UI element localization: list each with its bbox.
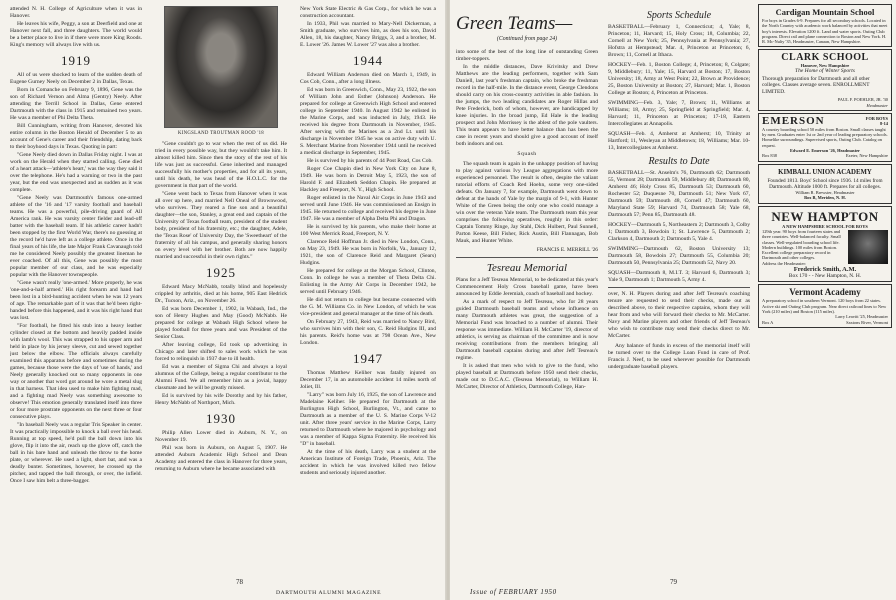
text-paragraph: Ed is survived by his wife Dorothy and by his father, Henry McNabb of Northport, Mich. — [155, 393, 287, 406]
text-paragraph: Edward Macy McNabb, totally blind and hopelessly crippled by arthritis, died at his home, 905 East Hedrick Dr., Tucson, Ariz., on November 26. — [155, 284, 287, 304]
ad-text: 129th year. 90 boys from fourteen states and three countries. Well-balanced faculty. Small classes. Well-regulated boarding school life. Modern buildings. 100 miles from Boston. Excellent college preparatory record in Dartmouth and other colleges. — [762, 228, 841, 261]
text-paragraph: "Gene went back to Texas from Hanover when it was all over up here, and married Nell Oneal of Brownwood, who survives. They reared a fine son and a beautiful daughter—the son, Stanley, a great end and captain of the University of Texas football team, president of the student body, president of his fraternity, etc.; the daughter, Adele, the 'Texas Rose' of University Day, the 'Sweetheart' of the fraternity of all his campus, and generally sharing honors on every level with her brother. Both are now happily married and successful in their own rights." — [155, 191, 287, 260]
ad-text: For boys in Grades 6-9. Prepares for all secondary schools. Located in the North Country with academic work balanced by activities that meet boy's interests. Elevation 1200 ft. Land and water sports. Outing Club program. Direct rail and plane connection to Boston and New York. H. R. Mc-Nulty '35, Headmaster, Canaan, New Hampshire. — [762, 18, 888, 45]
ad-address-label: Address the Headmaster: — [762, 260, 807, 266]
text-paragraph: attended N. H. College of Agriculture when it was in Hanover. — [10, 6, 142, 19]
text-paragraph: New York State Electric & Gas Corp., for which he was a construction accountant. — [300, 6, 436, 19]
text-paragraph: He is survived by his parents, who make their home at 100 West Merrick Road, Freeport, N. Y. — [300, 224, 436, 237]
ad-name: Vermont Academy — [789, 287, 861, 298]
ad-vermont — [758, 284, 892, 327]
text-paragraph: over, N. H. Players during and after Jeff Tesreau's coaching tenure are requested to send their checks, made out as described above, to their respective captains, whom they will hear from and who will forward their checks to Mr. McCarter. Navy and Marine players and other friends of Jeff Tesreau's who wish to contribute may send their checks direct to Mr. McCarter. — [608, 291, 750, 339]
ad-badge: FOR BOYS 8-14 — [865, 115, 888, 127]
author-signature: FRANCIS E. MERRILL '26 — [536, 247, 598, 253]
class-year-heading: 1947 — [353, 351, 383, 366]
text-paragraph: He is survived by his parents of 44 Post Road, Cos Cob. — [307, 158, 433, 164]
ad-box: Box B, Meriden, N. H. — [804, 195, 846, 201]
ad-head: Frederick Smith, A.M. — [793, 266, 857, 274]
ad-box: Box A — [762, 319, 774, 325]
text-paragraph: "Gene couldn't go to war when the rest of us did. He tried in every possible way, but they wouldn't take him. It almost killed him. Since then the story of the rest of his life was just as successful. Gene inherited and managed successfully his mother's properties, and for all its years, until his death, he was head of the H.O.L.C. for the government in that part of the world. — [155, 141, 287, 189]
text-paragraph: It is asked that men who wish to give to the fund, who played baseball at Dartmouth before 1950 send their checks, made out to D.C.A.C. (Tesreau Memorial), to William H. McCarter, Director of Athletics, Dartmouth College, Han- — [456, 363, 598, 390]
ad-clark — [758, 49, 892, 110]
page-number: 79 — [670, 578, 677, 586]
text-paragraph: He prepared for college at the Morgan School, Clinton, Conn. In college he was a member of Theta Delta Chi. Enlisting in the Army Air Corps in December 1942, he served until February 1946. — [300, 268, 436, 295]
ad-box: Box 838 — [762, 153, 778, 159]
ad-head: Larry Leavitt '25, Headmaster — [835, 314, 888, 320]
text-paragraph: In 1933, Phil was married to Mary-Nell Dickerman, a Smith graduate, who survives him, as does his son, David Allen, 18, his daughter, Nancy Briggs, 3, and a brother, M. E. Lower '26. James W. Lower '27 was also a brother. — [300, 21, 436, 48]
class-year-heading: 1925 — [206, 265, 236, 280]
text-paragraph: On February 27, 1943, Reid was married to Nancy Bird, who survives him with their son, C. Reid Hudgins III, and his parents. Reid's home was at 798 Ocean Ave., New London. — [300, 319, 436, 346]
text-paragraph: Bill Cunningham, writing from Hanover, devoted his entire column in the Boston Herald of December 5 to an account of Gene's career and their friendship, dating back to their boyhood days in Texas. Quoting in part: — [10, 123, 142, 150]
text-paragraph: "In baseball Neely was a regular Tris Speaker in center. It was practically impossible to knock a ball over his head. Running at top speed, he'd pull the ball down into his glove, flip it into the air, reach up the glove off, catch the ball in his bare hand and unleash the throw to the home plate, or wherever. He used a light, short bat, and was a deadly bunter. Sometimes, however, he crossed up the pitcher, and tapped the ball through, or over, the infield. Once I saw him belt a three-bagger. — [10, 422, 142, 484]
ad-name: CLARK SCHOOL — [781, 52, 869, 64]
result-item: BASKETBALL—St. Anselm's 76, Dartmouth 62; Dartmouth 55, Vermont 28; Dartmouth 59, Middlebury 48; Dartmouth 80, Amherst 46; Holy Cross 85, Dartmouth 53; Dartmouth 60, Rochester 52; Duquesne 70, Dartmouth 51; New York 67, Dartmouth 59; Dartmouth 48, Cornell 47; Dartmouth 60, Maryland State 59; Harvard 74, Dartmouth 58; Yale 68, Dartmouth 57; Penn 85, Dartmouth 48. — [608, 170, 750, 218]
text-paragraph: Ed was a member of Sigma Chi and always a loyal alumnus of the College, being a regular contributor to the Alumni Fund. We all remember him as a jovial, happy classmate and he will be greatly missed. — [155, 364, 287, 391]
ad-head: William R. Brewster, Headmaster — [795, 190, 855, 196]
text-paragraph: Ed was born in Greenwich, Conn., May 23, 1922, the son of William John and Esther (Johnson) Anderson. He prepared for college at Greenwich High School and entered college in September 1940. In August 1942 he enlisted in the Marine Corps, and was inducted in July, 1943. He received his degree from Dartmouth in November, 1945. After serving with the Marines as a 2nd Lt. until his discharge in November 1945 he was on active duty with U. S. Merchant Marine from November 1944 until he received a medical discharge in September, 1945. — [300, 87, 436, 156]
ad-name: KIMBALL UNION ACADEMY — [778, 168, 872, 176]
text-paragraph: The squash team is again in the unhappy position of having to play against various Ivy League aggregations with more experienced personnel. The result is often, despite the valiant tutorial efforts of Coach Red Hoehn, some very one-sided defeats. On January 7, for example, Dartmouth went down to defeat at the hands of Yale by the margin of 9-1, with Hunter White of the Green being the only one who could manage a win over the veteran Yale team. The Dartmouth team this year comprises the following operatives, roughly in this order: Captain Tommy Ringe, Jay Stahl, Dick Hulbert, Paul Sunnell, Parton Keese, Bill Fisher, Rick Austin, Bill Flannagan, Bob Mauk, and Hunter White. — [456, 161, 598, 244]
left-column-2 — [155, 6, 287, 580]
text-paragraph: At the time of his death, Larry was a student at the American Institute of Foreign Trade, Phoenix, Ariz. The accident in which he was involved killed two fellow students and seriously injured another. — [300, 449, 436, 476]
text-paragraph: Phil was born in Auburn, on August 5, 1907. He attended Auburn Academic High School and Dean Academy and entered the class in Hanover for three years, returning to Auburn where he became associated with — [155, 445, 287, 472]
ad-text: A preparatory school in southern Vermont. 120 boys from 22 states. Active ski and Outing Club program. Near direct railroad lines to New York (210 miles) and Boston (115 miles). — [762, 298, 887, 314]
ad-text: A country boarding school 50 miles from Boston. Small classes taught by men. Graduates enter 1st or 2nd year of leading preparatory schools. Homelike surroundings. Supervised sports, Outing Club. Catalog on request. — [762, 126, 888, 148]
schedule-title: Sports Schedule — [646, 10, 712, 21]
text-paragraph: "Gene wasn't really 'one-armed.' More properly, he was 'one-and-a-half armed.' His right forearm and hand had been lost in a bird-hunting accident when he was 12 years of age. The remarkable part of it was that he'd been right-handed before this happened, and it was his right hand that was lost. — [10, 280, 142, 321]
issue-label: Issue of FEBRUARY 1950 — [470, 588, 557, 596]
text-paragraph: Plans for a Jeff Tesreau Memorial, to be dedicated at this year's Commencement Holy Cross baseball game, have been announced by Eddie Jeremiah, coach of baseball and hockey. — [456, 277, 598, 297]
text-paragraph: In the middle distances, Dave Krivitsky and Drew Matthews are the leading performers, together with Sam Daniell, last year's freshman captain, who broke the freshman record in the half-mile. In the distance event, George Clendons should carry on his cross-country activities in able fashion. In the jumps, the two leading candidates are Roger Hillas and Pete Frederick, both of whom, however, are handicapped by knee injuries. In the broad jump, Ed Hale is the leading prospect and John Morrissey is the ablest of the pole vaulters. This team appears to have better balance than has been the case in recent years and should give a good account of itself both indoors and out. — [456, 64, 598, 147]
text-paragraph: Philip Allen Lower died in Auburn, N. Y., on November 19. — [155, 430, 287, 443]
result-item: SQUASH—Dartmouth 8, M.I.T. 3; Harvard 6, Dartmouth 3; Yale 9, Dartmouth 1; Dartmouth 5, Army 4. — [608, 270, 750, 283]
sports-schedule-column — [608, 6, 750, 580]
ad-name: Cardigan Mountain School — [775, 7, 875, 17]
text-paragraph: As a mark of respect to Jeff Tesreau, who for 28 years guided Dartmouth baseball teams and whose influence on many Dartmouth athletes was great, the suggestion of a Memorial Fund was broached to a number of alumni. Their response was immediate. William H. McCarter '19, director of athletics, is serving as chairman of the committee and is now receiving contributions from the members bringing all Dartmouth baseball captains during and after Jeff Tesreau's regime. — [456, 299, 598, 361]
text-paragraph: Roger Coe Chapin died in New York City on June 8, 1949. He was born in Detroit May 5, 1923, the son of Harold F. and Elizabeth Seddon Chapin. He prepared at Hackley and Freeport, N. Y., High School. — [300, 166, 436, 193]
ad-emerson — [758, 113, 892, 162]
result-item: SWIMMING—Dartmouth 62, Boston University 13; Dartmouth 58, Bowdoin 27; Dartmouth 55, Columbia 20; Dartmouth 50, Pennsylvania 25; Dartmouth 52, Navy 20. — [608, 246, 750, 266]
school-photo — [848, 230, 888, 264]
text-paragraph: He leaves his wife, Peggy, a son at Deerfield and one at Hanover next fall, and three daughters. The world would be a better place to live in if there were more King Roods. King's memory will always live with us. — [10, 21, 142, 48]
ad-name: EMERSON — [762, 114, 825, 127]
schedule-item: SQUASH—Feb. 4, Amherst at Amherst; 10, Trinity at Hartford; 11, Wesleyan at Middletown; 18, Williams; Mar. 10-13, Intercollegiates at Amherst. — [608, 131, 750, 151]
ad-cardigan — [758, 4, 892, 47]
text-paragraph: Any balance of funds in excess of the memorial itself will be turned over to the College Loan Fund in care of Prof. Francis J. Neef, to be used wherever possible for Dartmouth undergraduate baseball players. — [608, 343, 750, 370]
text-paragraph: Edward William Anderson died on March 1, 1949, in Cos Cob, Conn., after a long illness. — [300, 72, 436, 85]
obituary-1919 — [10, 72, 142, 485]
results-title: Results to Date — [648, 156, 710, 167]
ad-box: Box 170 - - New Hampton, N. H. — [788, 273, 862, 280]
schedule-item: SWIMMING—Feb. 3, Yale; 7, Brown; 11, Williams at Williams; 18, Army; 25, Springfield at Springfield; Mar. 4, Harvard; 11, Princeton at Princeton; 17-18, Eastern Intercollegiates at Annapolis. — [608, 100, 750, 127]
text-paragraph: Roger enlisted in the Naval Air Corps in June 1943 and served until June 1946. He was commissioned an Ensign in 1945. He returned to college and received his degree in June 1947. He was a member of Alpha Delta Phi and Dragon. — [300, 195, 436, 222]
text-paragraph: "Gene Neely was Dartmouth's famous one-armed athlete of the '16 and '17 varsity football and baseball teams. He was a powerful, pile-driving guard of All America rank. He was varsity center fielder and lead-off batter with the baseball team. If his athletic career hadn't been stopped by the first World War, there's no guessing at the record he'd have left as a college athlete. Once in the final years of his life, the late Major Frank Cavanaugh told me he considered Neely possibly the greatest lineman he ever coached. Of all this, Gene was possibly the most popular member of our class, and he was especially popular with the Hanover townspeople. — [10, 195, 142, 278]
text-paragraph: Thomas Matthew Keliher was fatally injured on December 17, in an automobile accident 14 miles north of Joliet, Ill. — [300, 370, 436, 390]
ad-new-hampton — [758, 206, 892, 283]
ad-text: Thorough preparation for Dartmouth and all other colleges. Classes average seven. ENROLLMENT LIMITED. — [762, 76, 870, 95]
class-year-heading: 1930 — [206, 411, 236, 426]
left-page — [0, 0, 446, 600]
ad-subtitle: A NEW HAMPSHIRE SCHOOL FOR BOYS — [782, 223, 868, 229]
text-paragraph: He did not return to college but became connected with the G. M. Williams Co. in New London, of which he was vice-president and general manager at the time of his death. — [300, 297, 436, 317]
school-ads-column — [758, 4, 892, 330]
class-year-heading: 1944 — [353, 53, 383, 68]
continued-note: (Continued from page 24) — [496, 36, 558, 42]
ad-place: Hanover, New Hampshire — [800, 63, 850, 69]
ad-town: Exeter, New Hampshire — [845, 153, 888, 159]
text-paragraph: "Gene Neely died down in Dallas Friday night. I was at work on the Herald when they started calling. Gene died of a heart attack—'athlete's heart,' was the way they said it over the telephone. He's had a warning or two in the past year, but the end was unexpected and as sudden as it was complete. — [10, 152, 142, 193]
text-paragraph: "Larry" was born July 16, 1925, the son of Lawrence and Madelaine Keliher. He prepared for Dartmouth at the Burlington High School, Burlington, Vt., and came to Dartmouth as a member of the U. S. Marine Corps V-12 unit. After three years' service in the Marine Corps, Larry returned to Dartmouth where he majored in psychology and was a member of Kappa Sigma Fraternity. He received his "D" in baseball. — [300, 392, 436, 447]
ad-town: Saxtons River, Vermont — [846, 319, 888, 325]
ad-text: Founded 1813. Boys' School since 1936. 14 miles from Dartmouth. Altitude 1000 ft. Prepares for all colleges. — [767, 177, 883, 190]
section-subhead: Squash — [517, 151, 537, 157]
photo-caption: KINGSLAND TROUTMAN ROOD '18 — [177, 131, 265, 136]
section-title: Tesreau Memorial — [486, 262, 568, 274]
ad-name: NEW HAMPTON — [771, 208, 879, 224]
ad-role: Headmaster — [866, 102, 888, 108]
text-paragraph: Ed was born December 1, 1902, in Wabash, Ind., the son of Henry Hughes and May (Good) McNabb. He prepared for college at Wabash High School where he played football for three years and was President of the Senior Class. — [155, 306, 287, 340]
result-item: HOCKEY—Dartmouth 5, Northeastern 2; Dartmouth 3, Colby 1; Dartmouth 3, Bowdoin 1; St. Lawrence 5, Dartmouth 2; Clarkson 4, Dartmouth 2; Dartmouth 5, Yale 4. — [608, 222, 750, 242]
text-paragraph: into some of the best of the long line of outstanding Green timber-toppers. — [456, 49, 598, 62]
text-paragraph: All of us were shocked to learn of the sudden death of Eugene Gurney Neely on December 2 in Dallas, Texas. — [10, 72, 142, 85]
schedule-item: BASKETBALL—February 1, Connecticut; 4, Yale; 8, Princeton; 11, Harvard; 15, Holy Cross; 18, Columbia; 22, Cornell at New York; 25, Pennsylvania at Pennsylvania; 27, Hofstra at Hempstead; Mar. 4, Princeton at Princeton; 6, Brown; 11, Cornell at Ithaca. — [608, 24, 750, 58]
page-number: 78 — [236, 578, 243, 586]
article-title: Green Teams— — [456, 13, 573, 34]
text-paragraph: Clarence Reid Hoffman Jr. died in New London, Conn., on May 23, 1949. He was born in Norfolk, Va., January 12, 1921, the son of Clarence Reid and Margaret (Sears) Hudgins. — [300, 239, 436, 266]
class-year-heading: 1919 — [61, 53, 91, 68]
left-column-1 — [10, 6, 142, 580]
portrait-photo — [164, 6, 278, 128]
ad-tagline: The Home of Winter Sports — [795, 67, 855, 74]
text-paragraph: "For football, he fitted his stub into a heavy leather cylinder closed at the bottom and heavily padded inside with lamb's wool. This was strapped to his upper arm and held in place by his jersey sleeve, cut and sewed together just below the elbow. The officials always carefully examined this apparatus before and sometimes during the games, because those were the days of 'use of hands,' and Neely generally knocked out so many opponents in one way or another that word got around he wore a metal slug in that harness. That idea used to make him fighting mad, and a fighting mad Neely was something awesome to observe! This emotion generally translated itself into three or four more prostrate opponents on the next three or four consecutive plays. — [10, 323, 142, 420]
ad-head: PAUL F. POEHLER, JR. '30 — [837, 97, 888, 103]
left-column-3 — [300, 6, 436, 580]
green-teams-column — [456, 6, 598, 586]
text-paragraph: After leaving college, Ed took up advertising in Chicago and later shifted to sales work which he was forced to relinquish in 1937 due to ill health. — [155, 342, 287, 362]
section-divider — [608, 287, 750, 288]
section-divider — [456, 257, 598, 258]
ad-head: Edward E. Emerson '26, Headmaster — [789, 148, 860, 154]
schedule-item: HOCKEY—Feb. 1, Boston College; 4, Princeton; 8, Colgate; 9, Middlebury; 11, Yale; 15, Harvard at Boston; 17, Boston University; 18, Army at West Point; 22, Brown at Providence; 25, Boston University at Boston; 27, Harvard; Mar. 1, Boston College at Boston; 4, Princeton at Princeton. — [608, 62, 750, 96]
ad-kimball — [758, 164, 892, 204]
text-paragraph: Born in Comanche on February 9, 1896, Gene was the son of Richard Vernon and Alma (Gentry) Neely. After attending the Terrill School in Dallas, Gene entered Dartmouth with the class in 1915 and remained two years. He was a member of Phi Delta Theta. — [10, 87, 142, 121]
magazine-footer: DARTMOUTH ALUMNI MAGAZINE — [276, 590, 382, 596]
